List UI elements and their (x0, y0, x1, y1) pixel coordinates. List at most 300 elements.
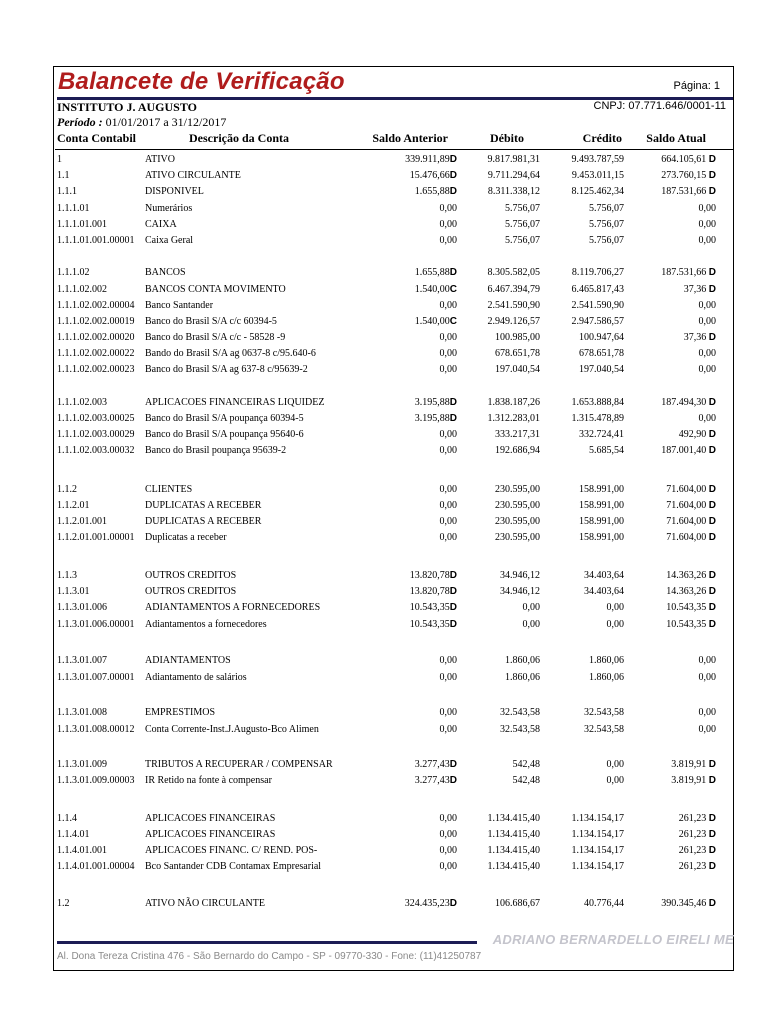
table-row (0, 600, 768, 616)
saldo-atual-dc-flag: D (708, 267, 716, 278)
saldo-anterior-amount: 1.540,00 (414, 316, 450, 327)
debito-value (495, 514, 540, 530)
debito-value-amount: 5.756,07 (505, 219, 540, 230)
saldo-anterior (440, 482, 458, 498)
saldo-atual (666, 617, 716, 633)
saldo-atual-dc-flag: D (708, 532, 716, 543)
debito-value-amount: 8.311.338,12 (487, 186, 540, 197)
saldo-atual-dc-flag: D (708, 332, 716, 343)
table-row (0, 152, 768, 168)
debito-value (495, 346, 540, 362)
saldo-atual (661, 395, 716, 411)
debito-value-amount: 542,48 (512, 775, 540, 786)
credito-value (572, 859, 625, 875)
table-row (0, 330, 768, 346)
saldo-atual (699, 653, 717, 669)
table-row (0, 265, 768, 281)
saldo-atual-dc-flag: D (708, 829, 716, 840)
saldo-atual-amount: 3.819,91 (671, 775, 709, 786)
saldo-anterior-dc-flag: D (449, 397, 457, 408)
table-row (0, 653, 768, 669)
saldo-anterior-amount: 0,00 (439, 532, 457, 543)
debito-value (488, 395, 541, 411)
credito-value (579, 514, 624, 530)
saldo-anterior-amount: 13.820,78 (409, 570, 450, 581)
saldo-anterior-amount: 0,00 (439, 724, 457, 735)
saldo-atual-amount: 71.604,00 (666, 484, 709, 495)
credito-value (589, 217, 624, 233)
debito-value-amount: 2.541.590,90 (487, 300, 540, 311)
table-row (0, 705, 768, 721)
saldo-atual (699, 705, 717, 721)
saldo-anterior-amount: 0,00 (439, 845, 457, 856)
credito-value (579, 498, 624, 514)
saldo-atual-dc-flag: D (708, 570, 716, 581)
saldo-anterior (415, 395, 457, 411)
table-row (0, 482, 768, 498)
table-row (0, 443, 768, 459)
saldo-atual-amount: 664.105,61 (661, 154, 709, 165)
credito-value (572, 282, 625, 298)
table-row (0, 896, 768, 912)
credito-value-amount: 1.134.154,17 (571, 813, 624, 824)
account-code: 1.1.3 (57, 570, 77, 581)
credito-value (584, 568, 624, 584)
credito-value (572, 152, 625, 168)
saldo-atual-dc-flag: D (708, 516, 716, 527)
saldo-atual-amount: 187.531,66 (661, 267, 709, 278)
account-code: 1.1.1.02.003.00029 (57, 429, 135, 440)
account-description: Banco do Brasil S/A ag 637-8 c/95639-2 (145, 364, 308, 375)
saldo-anterior-amount: 3.195,88 (414, 413, 450, 424)
credito-value-amount: 0,00 (606, 775, 624, 786)
saldo-atual (679, 859, 716, 875)
account-description: APLICACOES FINANCEIRAS (145, 813, 276, 824)
account-description: DUPLICATAS A RECEBER (145, 516, 262, 527)
account-code: 1.1.3.01.009 (57, 759, 107, 770)
credito-value (589, 653, 624, 669)
debito-value (505, 653, 540, 669)
debito-value-amount: 32.543,58 (500, 724, 540, 735)
debito-value (495, 427, 540, 443)
credito-value-amount: 1.860,06 (589, 655, 624, 666)
saldo-atual-amount: 0,00 (698, 235, 716, 246)
saldo-anterior-amount: 0,00 (439, 203, 457, 214)
table-row (0, 670, 768, 686)
saldo-atual (671, 773, 716, 789)
credito-value (572, 168, 624, 184)
saldo-anterior (440, 233, 458, 249)
credito-value (572, 265, 624, 281)
debito-value-amount: 1.134.415,40 (487, 845, 540, 856)
saldo-atual-dc-flag: D (708, 500, 716, 511)
saldo-anterior-amount: 1.655,88 (414, 186, 450, 197)
credito-value-amount: 100.947,64 (579, 332, 624, 343)
debito-value (495, 443, 540, 459)
saldo-anterior (410, 168, 457, 184)
saldo-anterior-dc-flag: D (449, 619, 457, 630)
saldo-atual (699, 233, 717, 249)
column-header-debito: Débito (490, 131, 524, 145)
debito-value (488, 811, 541, 827)
saldo-atual (699, 722, 717, 738)
credito-value (607, 600, 625, 616)
account-code: 1.1.4.01 (57, 829, 90, 840)
debito-value-amount: 1.860,06 (505, 655, 540, 666)
saldo-anterior (440, 498, 458, 514)
saldo-anterior (415, 314, 457, 330)
debito-value-amount: 333.217,31 (495, 429, 540, 440)
account-code: 1.1.3.01.007.00001 (57, 672, 135, 683)
account-code: 1.1.1.02.003 (57, 397, 107, 408)
saldo-atual (666, 568, 716, 584)
debito-value (500, 568, 540, 584)
account-description: Banco do Brasil S/A c/c 60394-5 (145, 316, 277, 327)
debito-value (495, 530, 540, 546)
account-code: 1.1.3.01.009.00003 (57, 775, 135, 786)
saldo-atual-amount: 492,90 (678, 429, 709, 440)
table-row (0, 722, 768, 738)
saldo-atual-dc-flag: D (708, 484, 716, 495)
footer-divider (57, 941, 477, 944)
saldo-anterior-amount: 0,00 (439, 484, 457, 495)
credito-value-amount: 1.134.154,17 (571, 845, 624, 856)
saldo-anterior-amount: 0,00 (439, 364, 457, 375)
debito-value (505, 233, 540, 249)
debito-value-amount: 1.134.415,40 (487, 861, 540, 872)
table-row (0, 514, 768, 530)
saldo-atual-dc-flag: D (708, 284, 716, 295)
account-description: Banco do Brasil S/A poupança 95640-6 (145, 429, 304, 440)
saldo-atual-amount: 0,00 (698, 300, 716, 311)
credito-value-amount: 1.134.154,17 (571, 861, 624, 872)
account-description: APLICACOES FINANC. C/ REND. POS- (145, 845, 318, 856)
saldo-anterior-amount: 0,00 (439, 813, 457, 824)
account-code: 1.1.3.01.006 (57, 602, 107, 613)
credito-value (607, 773, 625, 789)
account-code: 1.1.1.02.002.00004 (57, 300, 135, 311)
credito-value (584, 705, 624, 721)
account-code: 1 (57, 154, 62, 165)
saldo-atual-dc-flag: D (708, 429, 716, 440)
saldo-anterior-dc-flag: D (449, 570, 457, 581)
debito-value (488, 411, 541, 427)
footer-address: Al. Dona Tereza Cristina 476 - São Bernardo do Campo - SP - 09770-330 - Fone: (11)41250787 (57, 951, 482, 962)
saldo-anterior-amount: 3.195,88 (414, 397, 450, 408)
credito-value-amount: 5.685,54 (589, 445, 624, 456)
saldo-atual-amount: 0,00 (698, 413, 716, 424)
debito-value (488, 827, 541, 843)
credito-value (572, 843, 625, 859)
saldo-atual-amount: 0,00 (698, 364, 716, 375)
debito-value (488, 282, 541, 298)
account-code: 1.1.3.01 (57, 586, 90, 597)
credito-value-amount: 197.040,54 (579, 364, 624, 375)
column-header-saldo-anterior: Saldo Anterior (372, 131, 448, 145)
table-row (0, 498, 768, 514)
debito-value (505, 670, 540, 686)
saldo-atual-amount: 0,00 (698, 672, 716, 683)
saldo-anterior-amount: 0,00 (439, 672, 457, 683)
saldo-anterior-amount: 10.543,35 (409, 602, 450, 613)
credito-value-amount: 5.756,07 (589, 235, 624, 246)
credito-value (579, 530, 624, 546)
debito-value-amount: 5.756,07 (505, 235, 540, 246)
saldo-anterior-dc-flag: D (449, 602, 457, 613)
saldo-anterior (440, 514, 458, 530)
debito-value-amount: 197.040,54 (495, 364, 540, 375)
saldo-anterior (440, 827, 458, 843)
debito-value-amount: 32.543,58 (500, 707, 540, 718)
saldo-atual-amount: 187.531,66 (661, 186, 709, 197)
account-code: 1.1 (57, 170, 70, 181)
debito-value-amount: 230.595,00 (495, 532, 540, 543)
saldo-anterior (415, 265, 457, 281)
saldo-atual (679, 827, 716, 843)
column-header-credito: Crédito (582, 131, 622, 145)
saldo-anterior-amount: 0,00 (439, 332, 457, 343)
debito-value-amount: 230.595,00 (495, 484, 540, 495)
account-description: Banco do Brasil S/A poupança 60394-5 (145, 413, 304, 424)
saldo-anterior-dc-flag: D (449, 586, 457, 597)
saldo-atual (661, 896, 716, 912)
credito-value-amount: 9.493.787,59 (571, 154, 624, 165)
account-code: 1.1.3.01.007 (57, 655, 107, 666)
debito-value-amount: 678.651,78 (495, 348, 540, 359)
saldo-anterior (440, 362, 458, 378)
table-row (0, 530, 768, 546)
saldo-anterior-amount: 0,00 (439, 219, 457, 230)
account-description: DUPLICATAS A RECEBER (145, 500, 262, 511)
credito-value-amount: 34.403,64 (584, 586, 624, 597)
credito-value-amount: 1.134.154,17 (571, 829, 624, 840)
saldo-anterior (405, 896, 457, 912)
credito-value (572, 298, 625, 314)
saldo-anterior-amount: 339.911,89 (405, 154, 450, 165)
account-code: 1.1.3.01.008 (57, 707, 107, 718)
saldo-atual-dc-flag: D (708, 586, 716, 597)
credito-value-amount: 5.756,07 (589, 203, 624, 214)
debito-value (495, 482, 540, 498)
debito-value-amount: 2.949.126,57 (487, 316, 540, 327)
account-code: 1.1.1.02.002 (57, 284, 107, 295)
saldo-anterior-amount: 13.820,78 (409, 586, 450, 597)
account-code: 1.1.1.02 (57, 267, 90, 278)
saldo-anterior-dc-flag: C (449, 316, 457, 327)
account-code: 1.1.2.01.001 (57, 516, 107, 527)
account-code: 1.1.3.01.008.00012 (57, 724, 135, 735)
saldo-atual-amount: 71.604,00 (666, 532, 709, 543)
saldo-atual-dc-flag: D (708, 397, 716, 408)
credito-value-amount: 32.543,58 (584, 724, 624, 735)
credito-value (607, 757, 625, 773)
saldo-anterior-amount: 1.540,00 (414, 284, 450, 295)
saldo-anterior-amount: 0,00 (439, 516, 457, 527)
account-code: 1.1.2.01.001.00001 (57, 532, 135, 543)
saldo-anterior-dc-flag: D (449, 154, 457, 165)
debito-value (505, 217, 540, 233)
account-code: 1.1.1.02.002.00023 (57, 364, 135, 375)
credito-value-amount: 332.724,41 (579, 429, 624, 440)
saldo-anterior (440, 530, 458, 546)
credito-value (572, 184, 625, 200)
account-description: ADIANTAMENTOS A FORNECEDORES (145, 602, 321, 613)
saldo-atual-amount: 71.604,00 (666, 500, 709, 511)
saldo-atual-dc-flag: D (708, 445, 716, 456)
saldo-atual (666, 600, 716, 616)
saldo-anterior (410, 617, 457, 633)
credito-value-amount: 2.541.590,90 (571, 300, 624, 311)
account-description: Adiantamento de salários (145, 672, 247, 683)
debito-value (495, 330, 540, 346)
saldo-anterior (405, 152, 457, 168)
account-code: 1.1.4 (57, 813, 77, 824)
saldo-anterior-amount: 0,00 (439, 707, 457, 718)
saldo-atual-amount: 10.543,35 (666, 602, 709, 613)
saldo-atual-dc-flag: D (708, 186, 716, 197)
debito-value (488, 184, 540, 200)
debito-value-amount: 8.305.582,05 (487, 267, 540, 278)
account-code: 1.2 (57, 898, 70, 909)
saldo-atual (699, 346, 717, 362)
credito-value (579, 362, 624, 378)
debito-value (488, 314, 541, 330)
saldo-atual-amount: 0,00 (698, 203, 716, 214)
table-row (0, 201, 768, 217)
saldo-atual (699, 362, 717, 378)
account-code: 1.1.4.01.001.00004 (57, 861, 135, 872)
saldo-atual (679, 427, 716, 443)
credito-value (584, 584, 624, 600)
account-description: ATIVO NÃO CIRCULANTE (145, 898, 265, 909)
saldo-atual-amount: 0,00 (698, 348, 716, 359)
debito-value-amount: 542,48 (512, 759, 540, 770)
saldo-atual-amount: 261,23 (678, 829, 709, 840)
saldo-anterior-amount: 3.277,43 (414, 775, 450, 786)
credito-value (579, 330, 624, 346)
column-header-code: Conta Contabil (57, 131, 137, 145)
saldo-anterior-amount: 0,00 (439, 300, 457, 311)
saldo-anterior-amount: 0,00 (439, 861, 457, 872)
account-description: DISPONIVEL (145, 186, 204, 197)
credito-value (584, 722, 624, 738)
saldo-anterior-amount: 324.435,23 (404, 898, 450, 909)
credito-value (572, 411, 625, 427)
saldo-atual (679, 843, 716, 859)
saldo-atual-amount: 3.819,91 (671, 759, 709, 770)
account-description: Banco do Brasil poupança 95639-2 (145, 445, 287, 456)
account-description: Bco Santander CDB Contamax Empresarial (145, 861, 322, 872)
credito-value (589, 443, 624, 459)
saldo-atual-amount: 37,36 (683, 332, 709, 343)
saldo-anterior (440, 859, 458, 875)
debito-value-amount: 1.312.283,01 (487, 413, 540, 424)
account-code: 1.1.4.01.001 (57, 845, 107, 856)
saldo-anterior (440, 217, 458, 233)
account-description: Adiantamentos a fornecedores (145, 619, 267, 630)
saldo-anterior (410, 600, 457, 616)
debito-value (488, 265, 541, 281)
debito-value-amount: 106.686,67 (495, 898, 540, 909)
saldo-anterior-dc-flag: D (449, 170, 457, 181)
saldo-anterior (440, 427, 458, 443)
saldo-atual-amount: 14.363,26 (666, 570, 709, 581)
saldo-anterior-amount: 0,00 (439, 829, 457, 840)
debito-value (500, 722, 540, 738)
debito-value (500, 705, 540, 721)
saldo-anterior (415, 411, 457, 427)
saldo-anterior-amount: 15.476,66 (409, 170, 450, 181)
table-row (0, 217, 768, 233)
credito-value (579, 427, 624, 443)
saldo-anterior (410, 568, 457, 584)
column-header-description: Descrição da Conta (189, 131, 289, 145)
saldo-atual (666, 498, 716, 514)
saldo-anterior-dc-flag: D (449, 775, 457, 786)
table-row (0, 427, 768, 443)
credito-value (572, 827, 625, 843)
saldo-atual (671, 757, 716, 773)
report-title: Balancete de Verificação (58, 68, 345, 95)
table-row (0, 362, 768, 378)
account-code: 1.1.1.02.003.00025 (57, 413, 135, 424)
credito-value (589, 670, 624, 686)
saldo-anterior-amount: 0,00 (439, 500, 457, 511)
account-description: TRIBUTOS A RECUPERAR / COMPENSAR (145, 759, 333, 770)
saldo-anterior (415, 184, 457, 200)
column-header-saldo-atual: Saldo Atual (646, 131, 706, 145)
saldo-atual-amount: 390.345,46 (661, 898, 709, 909)
credito-value (572, 314, 625, 330)
saldo-atual (661, 265, 716, 281)
period-label: Período : (57, 115, 103, 129)
saldo-atual-dc-flag: D (708, 861, 716, 872)
debito-value-amount: 230.595,00 (495, 516, 540, 527)
credito-value-amount: 1.315.478,89 (571, 413, 624, 424)
table-row (0, 298, 768, 314)
credito-value (579, 482, 624, 498)
saldo-anterior-amount: 0,00 (439, 348, 457, 359)
credito-value-amount: 2.947.586,57 (571, 316, 624, 327)
saldo-atual-amount: 187.001,40 (661, 445, 709, 456)
account-description: OUTROS CREDITOS (145, 570, 237, 581)
account-code: 1.1.1.02.002.00022 (57, 348, 135, 359)
saldo-atual-dc-flag: D (708, 813, 716, 824)
saldo-atual (661, 184, 716, 200)
saldo-anterior (440, 298, 458, 314)
credito-value-amount: 158.991,00 (579, 484, 624, 495)
account-code: 1.1.1.01 (57, 203, 90, 214)
debito-value-amount: 230.595,00 (495, 500, 540, 511)
account-description: BANCOS CONTA MOVIMENTO (145, 284, 286, 295)
table-row (0, 584, 768, 600)
credito-value-amount: 1.653.888,84 (571, 397, 624, 408)
saldo-atual-amount: 261,23 (678, 813, 709, 824)
saldo-anterior (415, 757, 457, 773)
account-code: 1.1.1 (57, 186, 77, 197)
credito-value (589, 201, 624, 217)
table-row (0, 346, 768, 362)
account-code: 1.1.1.02.003.00032 (57, 445, 135, 456)
account-description: APLICACOES FINANCEIRAS LIQUIDEZ (145, 397, 325, 408)
debito-value (488, 152, 541, 168)
saldo-atual (699, 217, 717, 233)
saldo-atual-amount: 273.760,15 (661, 170, 709, 181)
debito-value (523, 617, 541, 633)
account-description: Numerários (145, 203, 193, 214)
saldo-atual-amount: 0,00 (698, 707, 716, 718)
saldo-atual-dc-flag: D (708, 775, 716, 786)
